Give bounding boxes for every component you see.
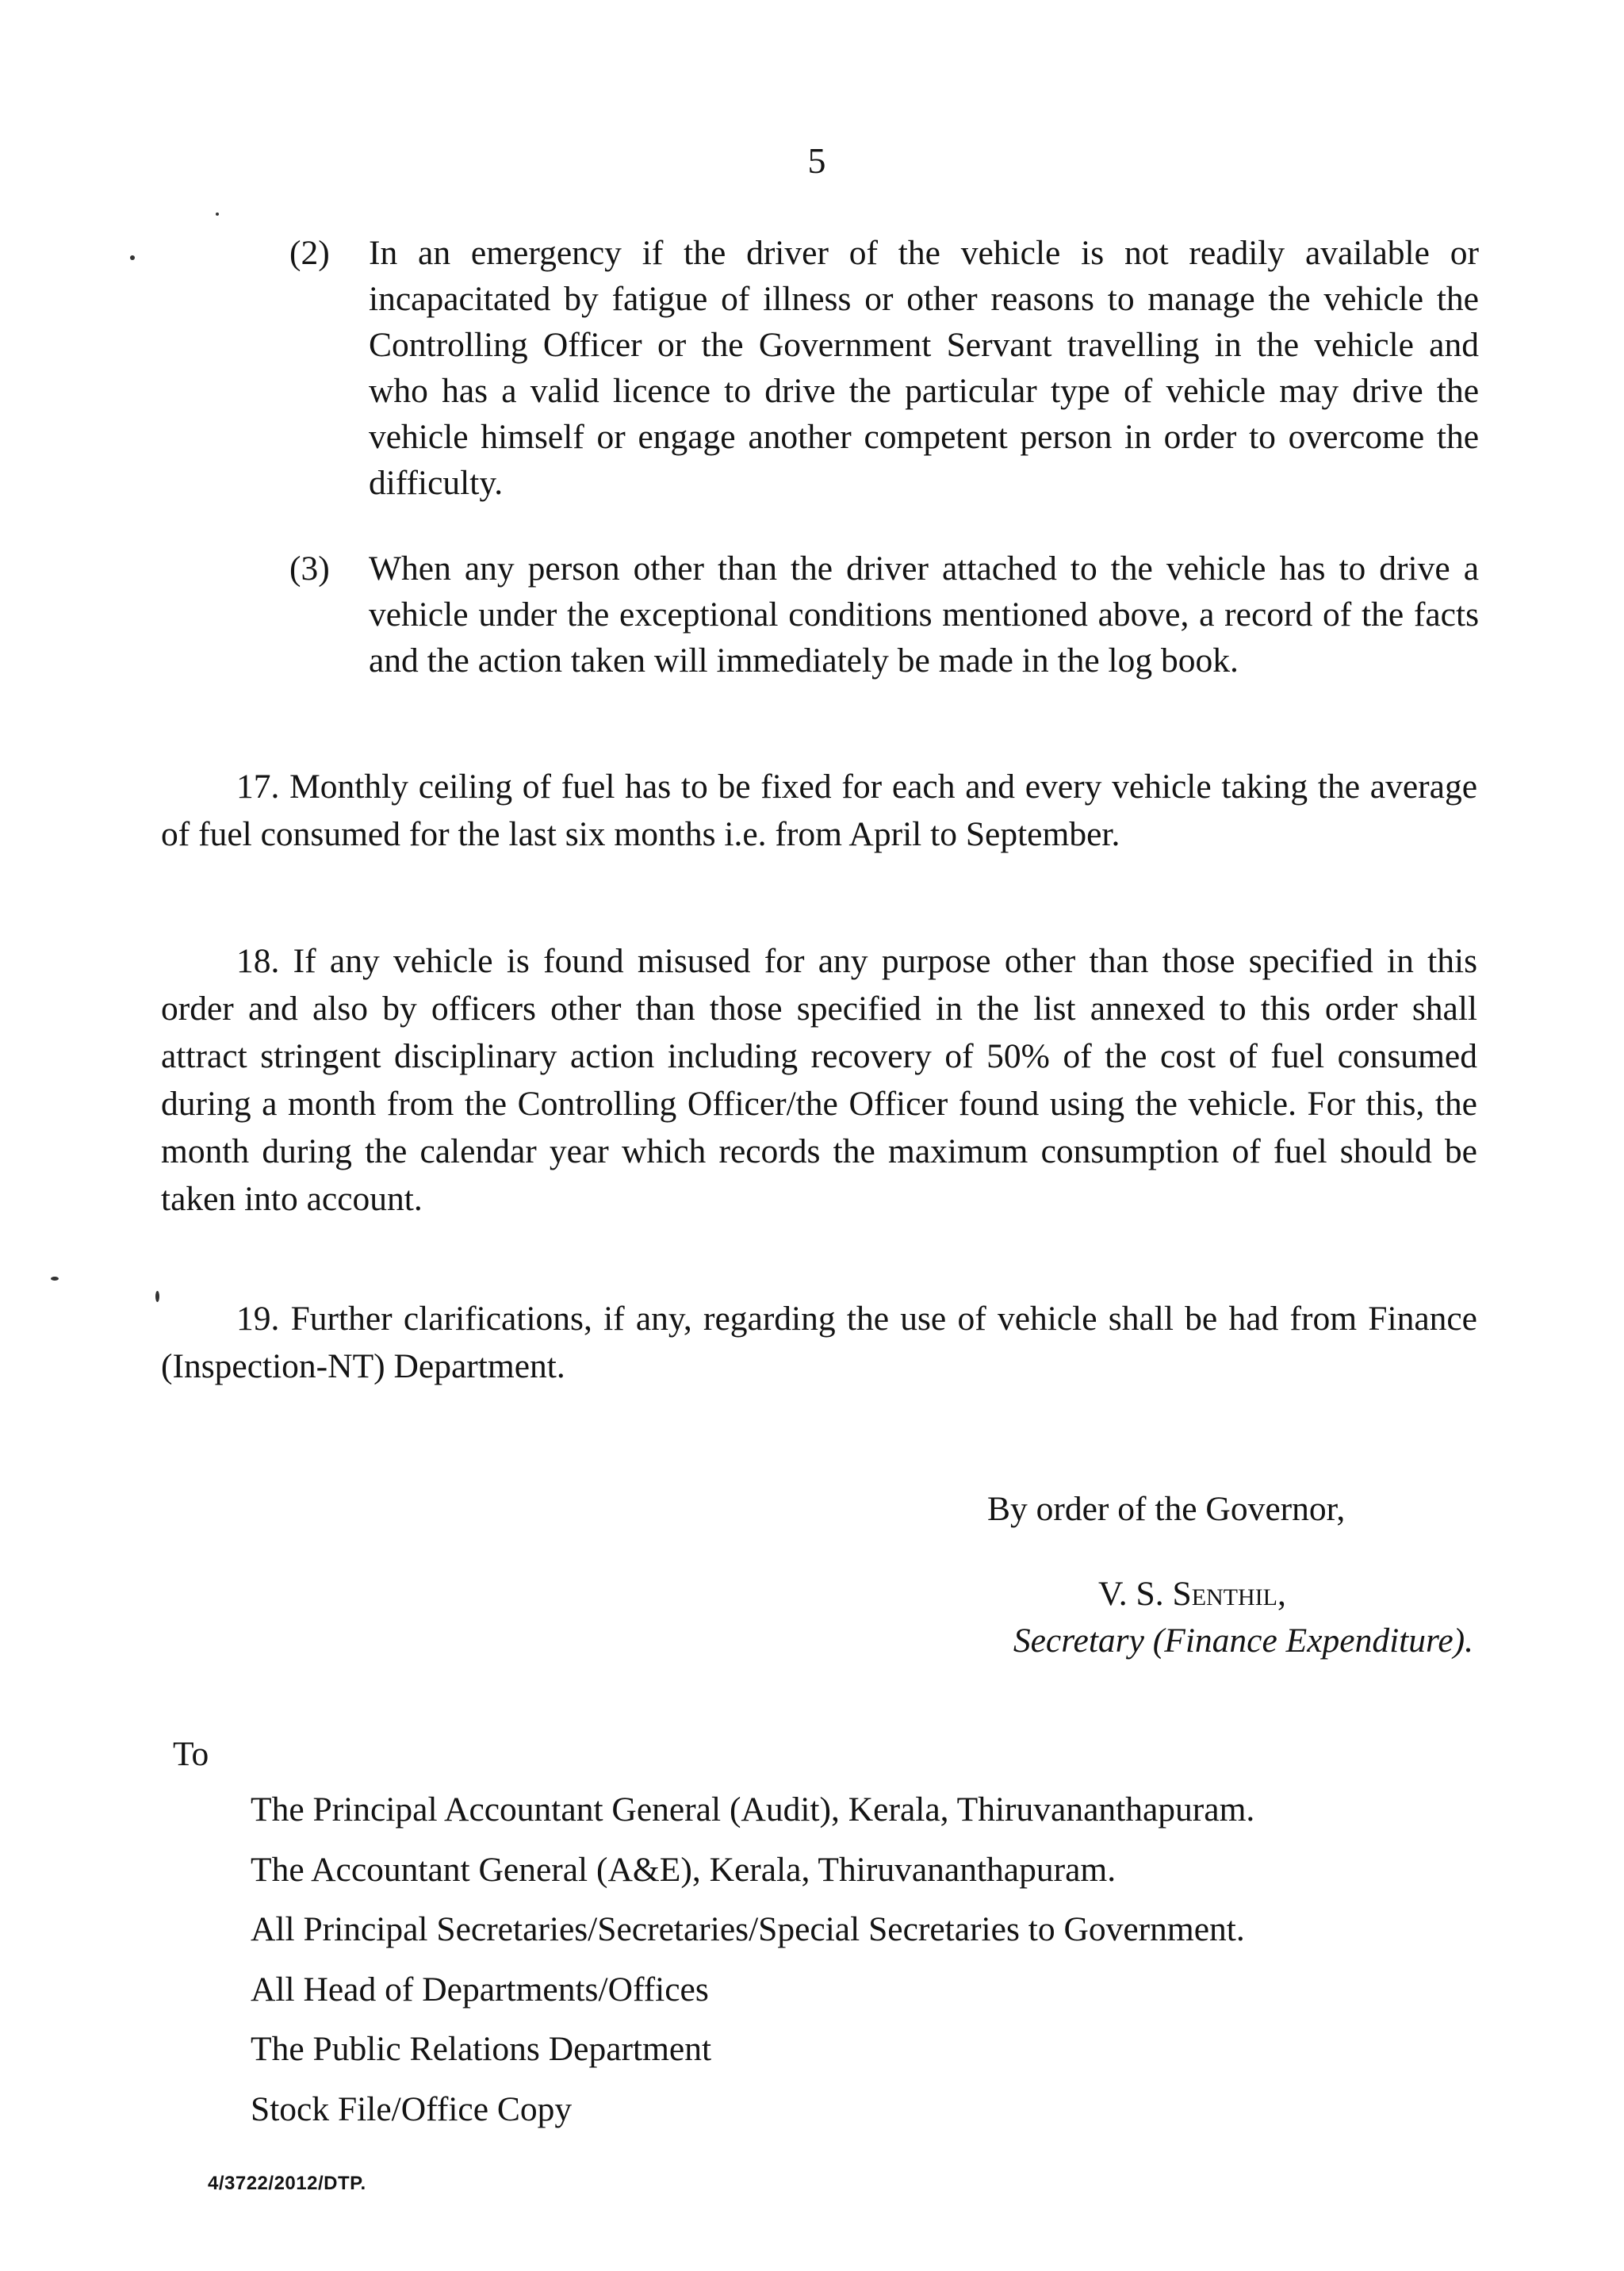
sub-item-2 <box>289 230 1479 506</box>
scan-speck <box>155 1291 159 1302</box>
scan-speck <box>51 1277 59 1281</box>
paragraph-18: 18. If any vehicle is found misused for any purpose other than those specified in this order and also by officers other than those specified in the list annexed to this order shall attract stringent disciplinary action including recovery of 50% of the cost of fuel consumed during a month from the Controlling Officer/the Officer found using the vehicle. For this, the month during the calendar year which records the maximum consumption of fuel should be taken into account. <box>161 942 1477 1218</box>
paragraph-19: 19. Further clarifications, if any, regarding the use of vehicle shall be had from Finance (Inspection-NT) Department. <box>161 1300 1477 1385</box>
paragraph-17: 17. Monthly ceiling of fuel has to be fixed for each and every vehicle taking the average of fuel consumed for the last six months i.e. from April to September. <box>161 768 1477 853</box>
recipient-item: All Head of Departments/Offices <box>251 1970 709 2009</box>
recipient-item: The Accountant General (A&E), Kerala, Thiruvananthapuram. <box>251 1850 1116 1889</box>
closing-line: By order of the Governor, <box>987 1490 1346 1528</box>
recipient-item: The Public Relations Department <box>251 2030 712 2068</box>
scan-speck <box>130 255 135 260</box>
recipient-list <box>251 1790 1254 2149</box>
scan-speck <box>216 213 219 216</box>
recipient-item: The Principal Accountant General (Audit), Kerala, Thiruvananthapuram. <box>251 1790 1255 1829</box>
signatory-title: Secretary (Finance Expenditure). <box>1013 1622 1473 1660</box>
sub-item-text: In an emergency if the driver of the vehicle is not readily available or incapacitated by fatigue of illness or other reasons to manage the vehicle the Controlling Officer or the Government Servant travelling in the vehicle and who has a valid licence to drive the particular type of vehicle may drive the vehicle himself or engage another competent person in order to overcome the difficulty. <box>369 234 1479 502</box>
sub-item-number: (3) <box>289 550 330 588</box>
recipient-item: Stock File/Office Copy <box>251 2089 573 2128</box>
signatory-name: V. S. Senthil, <box>1098 1575 1286 1613</box>
page-number: 5 <box>807 140 826 181</box>
to-label: To <box>173 1735 209 1773</box>
sub-item-3 <box>289 546 1479 684</box>
footer-code: 4/3722/2012/DTP. <box>208 2173 366 2194</box>
recipient-item: All Principal Secretaries/Secretaries/Special Secretaries to Government. <box>251 1910 1245 1948</box>
sub-item-text: When any person other than the driver attached to the vehicle has to drive a vehicle under the exceptional conditions mentioned above, a record of the facts and the action taken will immediately be made in the log book. <box>369 550 1479 680</box>
sub-item-number: (2) <box>289 234 330 272</box>
